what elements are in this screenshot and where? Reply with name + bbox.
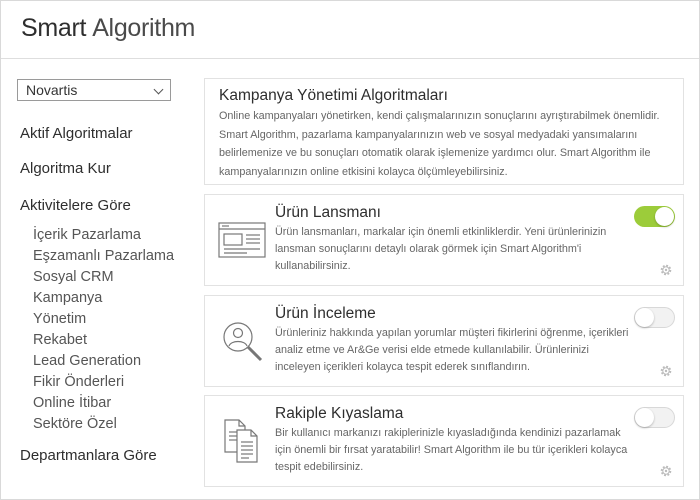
brand-strong: Smart [21, 14, 87, 42]
activity-item-online-reputation[interactable]: Online İtibar [33, 395, 112, 411]
magnifier-person-icon [217, 316, 267, 366]
activity-item-social-crm[interactable]: Sosyal CRM [33, 269, 114, 285]
company-select[interactable] [17, 79, 171, 101]
card-description: Ürünleriniz hakkında yapılan yorumlar müşteri fikirlerini öğrenme, içerikleri analiz etme ve Ar&Ge verisi elde etmede kullanılabilir. Ürünlerinizi inceleyen içerikleri kolayca tespit ederek sınıflandırın. [275, 327, 629, 373]
activity-item-management[interactable]: Yönetim [33, 311, 87, 327]
gear-icon[interactable] [659, 464, 673, 478]
gear-icon[interactable] [659, 364, 673, 378]
activity-item-lead-generation[interactable]: Lead Generation [33, 353, 142, 369]
algorithm-card-competitor-comparison [204, 395, 684, 487]
toggle-knob [655, 207, 674, 226]
toggle-knob [635, 308, 654, 327]
toggle-knob [635, 408, 654, 427]
activity-item-competition[interactable]: Rekabet [33, 332, 88, 348]
card-toggle[interactable] [634, 407, 675, 428]
header [1, 1, 699, 59]
intro-title: Kampanya Yönetimi Algoritmaları [219, 87, 448, 104]
algorithm-card-product-launch [204, 194, 684, 286]
card-title: Rakiple Kıyaslama [275, 405, 404, 422]
card-title: Ürün Lansmanı [275, 204, 381, 221]
card-toggle[interactable] [634, 206, 675, 227]
compare-documents-icon [217, 416, 267, 466]
browser-window-icon [217, 215, 267, 265]
activity-item-campaign[interactable]: Kampanya [33, 290, 103, 306]
activity-item-content-marketing[interactable]: İçerik Pazarlama [33, 227, 141, 243]
card-title: Ürün İnceleme [275, 305, 376, 322]
chevron-down-icon [154, 85, 164, 95]
brand-light: Algorithm [92, 14, 196, 42]
algorithm-card-product-review [204, 295, 684, 387]
app-title [21, 14, 195, 43]
sidebar [1, 59, 191, 499]
card-toggle[interactable] [634, 307, 675, 328]
activity-item-opinion-leaders[interactable]: Fikir Önderleri [33, 374, 125, 390]
card-description: Bir kullanıcı markanızı rakiplerinizle kıyasladığında kendinizi pazarlamak için önemli bir fırsat yaratabilir! Smart Algorithm ile bu tür içerikleri kolayca tespit edebilirsiniz. [275, 427, 628, 473]
activity-list [33, 225, 174, 435]
nav-active-algorithms[interactable]: Aktif Algoritmalar [20, 125, 133, 142]
nav-create-algorithm[interactable]: Algoritma Kur [20, 160, 111, 177]
nav-by-department[interactable]: Departmanlara Göre [20, 447, 157, 464]
gear-icon[interactable] [659, 263, 673, 277]
nav-by-activity[interactable]: Aktivitelere Göre [20, 197, 131, 214]
company-select-value: Novartis [26, 82, 78, 98]
intro-panel [204, 78, 684, 185]
activity-item-realtime-marketing[interactable]: Eşzamanlı Pazarlama [33, 248, 175, 264]
card-description: Ürün lansmanları, markalar için önemli etkinliklerdir. Yeni ürünlerinizin lansman sonuçlarını detaylı olarak görmek için Smart Algorithm'i kullanabilirsiniz. [275, 226, 607, 272]
activity-item-sector-specific[interactable]: Sektöre Özel [33, 416, 117, 432]
intro-text: Online kampanyaları yönetirken, kendi çalışmalarınızın sonuçlarını ayrıştırabilmek önemlidir. Smart Algorithm, pazarlama kampanyalarınızın web ve sosyal medyadaki yansımalarını belirlemenize ve bu sonuçları otomatik olarak işlemenize yardımcı olur. Smart Algorithm ile kampanyalarınızın online etkisini kolayca ölçümleyebilirsiniz. [219, 110, 660, 178]
